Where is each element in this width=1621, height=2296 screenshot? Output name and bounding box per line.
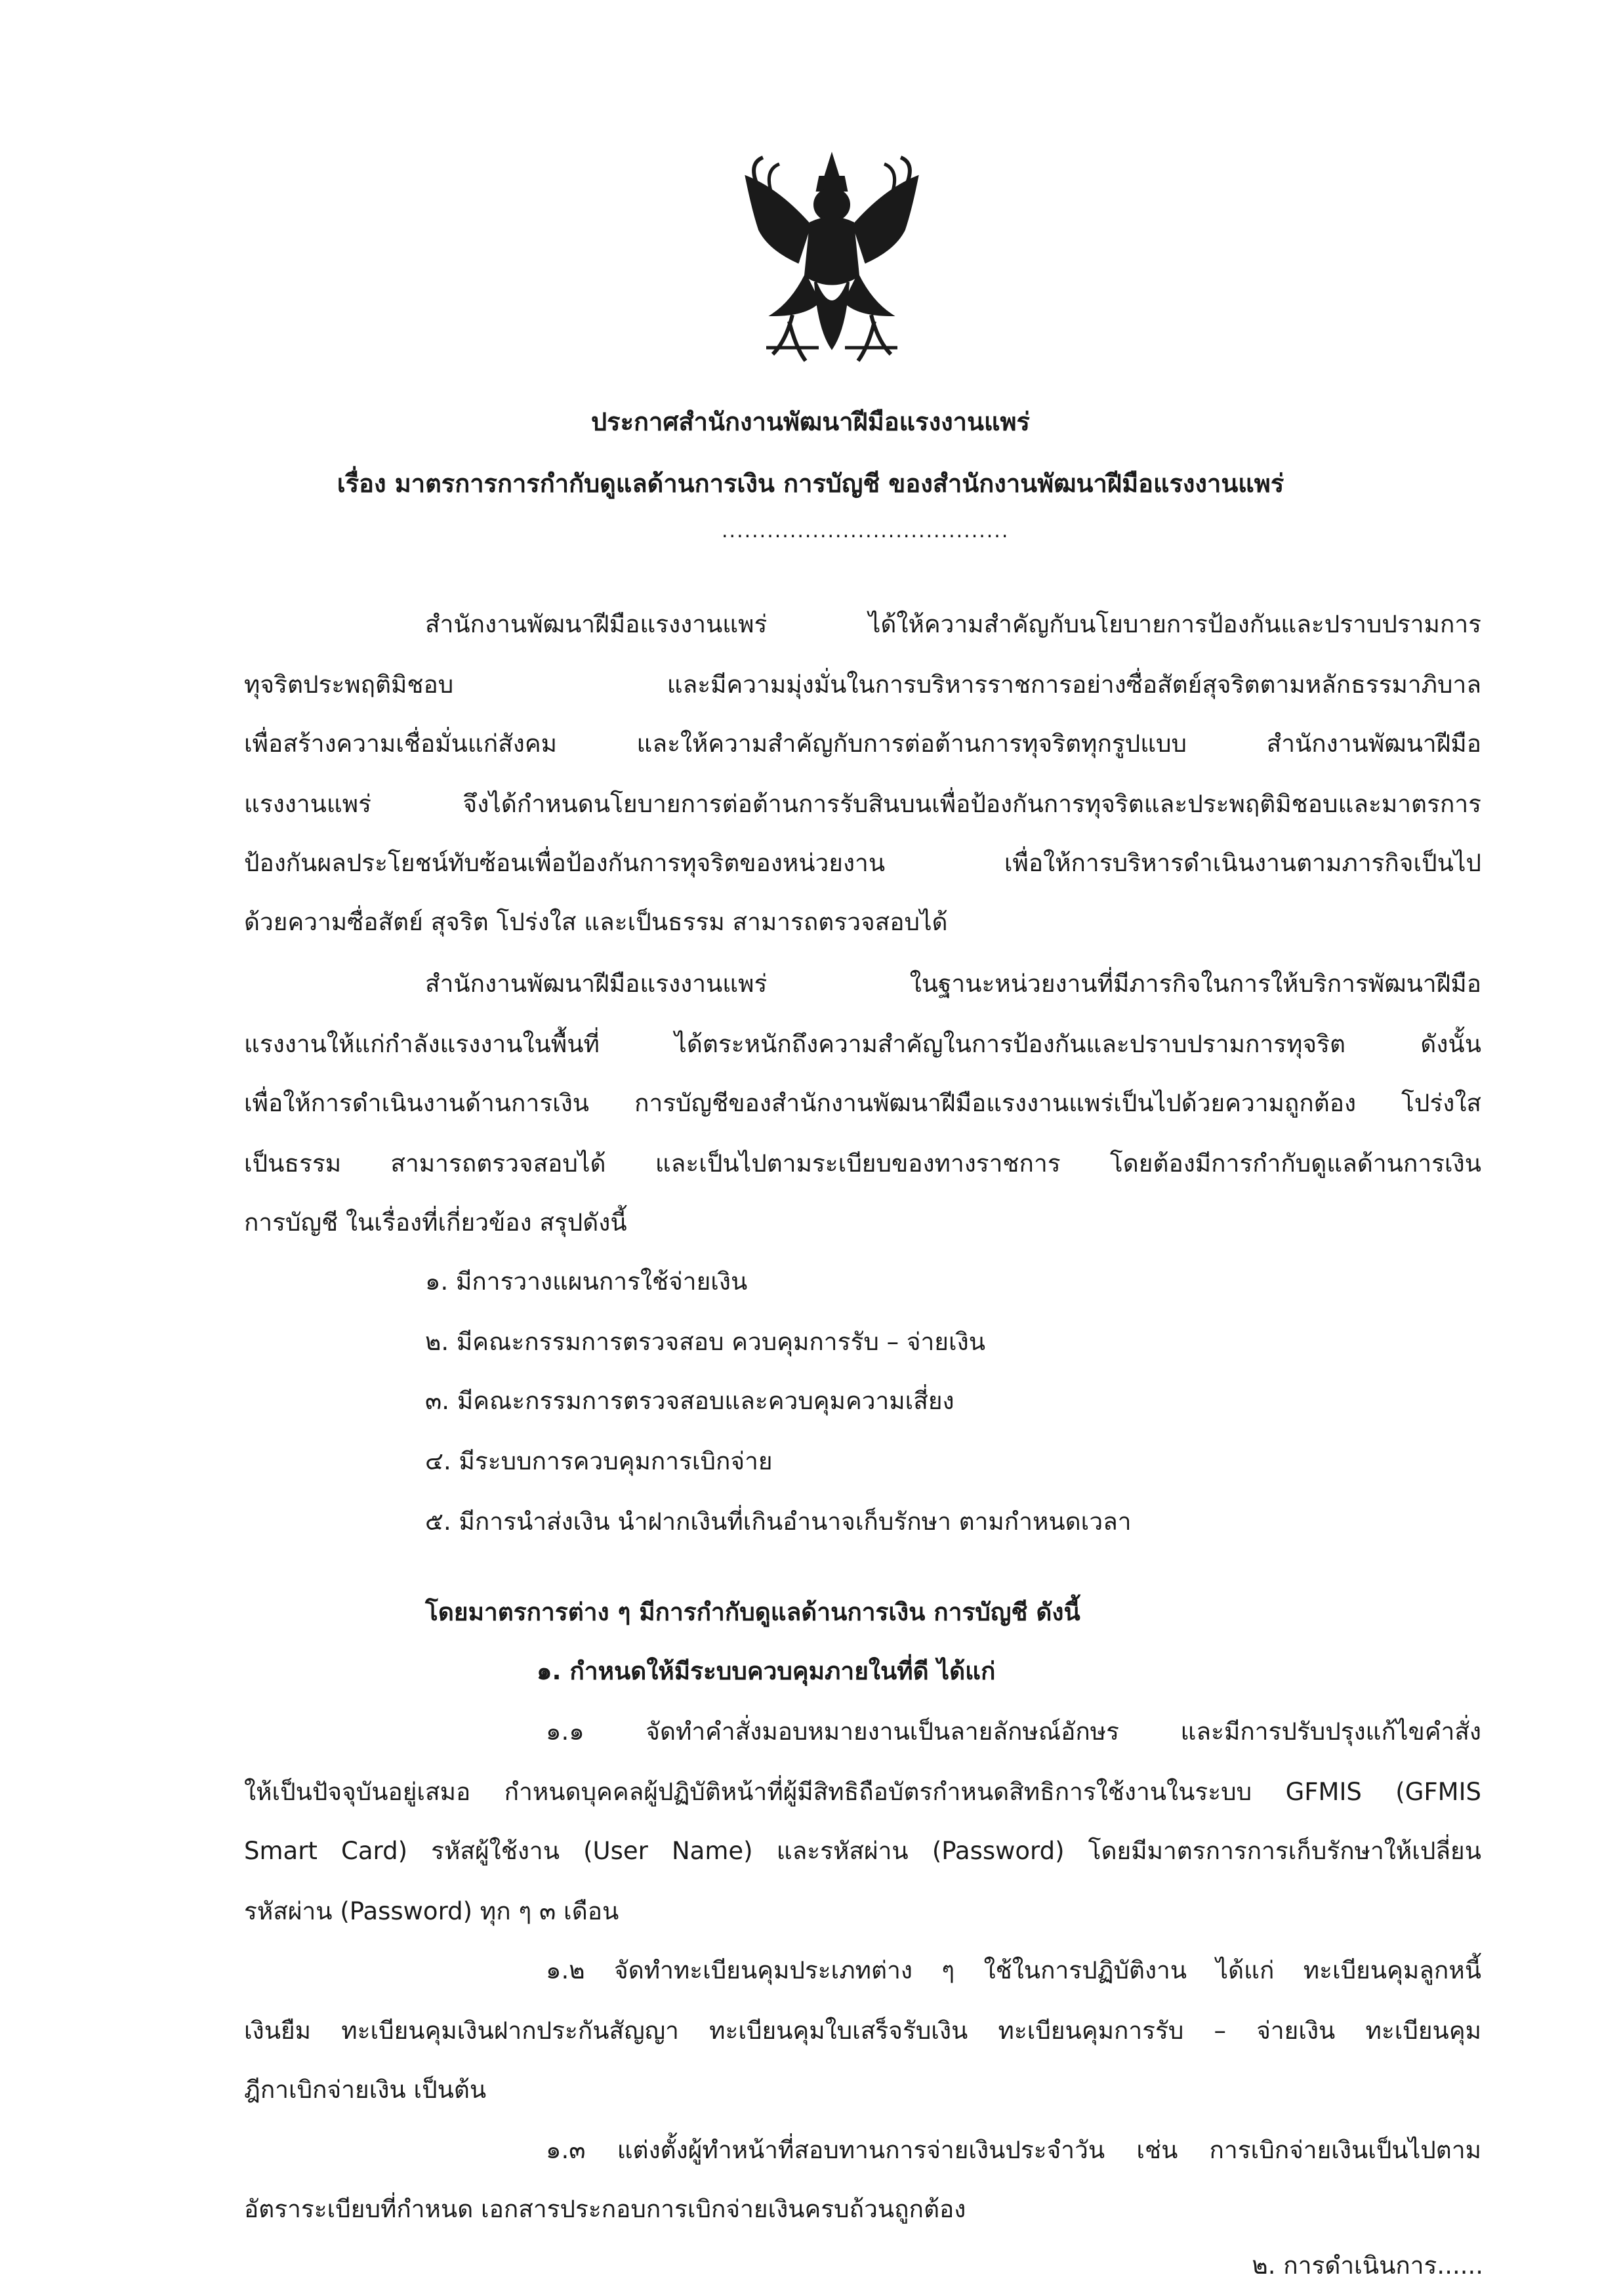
item-1-1-line-2: ให้เป็นปัจจุบันอยู่เสมอ กำหนดบุคคลผู้ปฏิบัติหน้าที่ผู้มีสิทธิถือบัตรกำหนดสิทธิการใช้งานในระบบ GFMIS (GFMIS	[244, 1778, 1481, 1806]
paragraph-1-line-4: แรงงานแพร่ จึงได้กำหนดนโยบายการต่อต้านการรับสินบนเพื่อป้องกันการทุจริตและประพฤติมิชอบและมาตรการ	[244, 790, 1481, 818]
garuda-emblem-icon	[733, 151, 930, 367]
list-item: ๑. มีการวางแผนการใช้จ่ายเงิน	[425, 1267, 748, 1296]
item-1-3-line-2: อัตราระเบียบที่กำหนด เอกสารประกอบการเบิกจ่ายเงินครบถ้วนถูกต้อง	[244, 2195, 966, 2223]
item-1-1-line-4: รหัสผ่าน (Password) ทุก ๆ ๓ เดือน	[244, 1897, 619, 1925]
announcement-subject: เรื่อง มาตรการการกำกับดูแลด้านการเงิน การบัญชี ของสำนักงานพัฒนาฝีมือแรงงานแพร่	[337, 469, 1284, 498]
measure-1-heading: ๑. กำหนดให้มีระบบควบคุมภายในที่ดี ได้แก่	[537, 1657, 996, 1685]
title-divider-dots: ......................................	[722, 520, 1010, 543]
list-item: ๒. มีคณะกรรมการตรวจสอบ ควบคุมการรับ – จ่ายเงิน	[425, 1328, 985, 1356]
announcement-title: ประกาศสำนักงานพัฒนาฝีมือแรงงานแพร่	[591, 407, 1030, 436]
list-item: ๕. มีการนำส่งเงิน นำฝากเงินที่เกินอำนาจเก็บรักษา ตามกำหนดเวลา	[425, 1507, 1132, 1536]
paragraph-1-line-6: ด้วยความซื่อสัตย์ สุจริต โปร่งใส และเป็นธรรม สามารถตรวจสอบได้	[244, 908, 948, 936]
item-1-1-line-3: Smart Card) รหัสผู้ใช้งาน (User Name) และรหัสผ่าน (Password) โดยมีมาตรการการเก็บรักษาให้เปลี่ยน	[244, 1837, 1481, 1865]
paragraph-2-line-2: แรงงานให้แก่กำลังแรงงานในพื้นที่ ได้ตระหนักถึงความสำคัญในการป้องกันและปราบปรามการทุจริต ดังนั้น	[244, 1030, 1481, 1058]
item-1-3-line-1: ๑.๓ แต่งตั้งผู้ทำหน้าที่สอบทานการจ่ายเงินประจำวัน เช่น การเบิกจ่ายเงินเป็นไปตาม	[546, 2136, 1481, 2164]
item-1-2-line-1: ๑.๒ จัดทำทะเบียนคุมประเภทต่าง ๆ ใช้ในการปฏิบัติงาน ได้แก่ ทะเบียนคุมลูกหนี้	[546, 1956, 1481, 1984]
page-continuation: ๒. การดำเนินการ......	[1252, 2251, 1483, 2280]
paragraph-1-line-3: เพื่อสร้างความเชื่อมั่นแก่สังคม และให้ความสำคัญกับการต่อต้านการทุจริตทุกรูปแบบ สำนักงานพัฒนาฝีมือ	[244, 729, 1481, 758]
paragraph-1-line-1: สำนักงานพัฒนาฝีมือแรงงานแพร่ ได้ให้ความสำคัญกับนโยบายการป้องกันและปราบปรามการ	[425, 610, 1481, 638]
paragraph-1-line-2: ทุจริตประพฤติมิชอบ และมีความมุ่งมั่นในการบริหารราชการอย่างซื่อสัตย์สุจริตตามหลักธรรมาภิบาล	[244, 670, 1481, 699]
paragraph-2-line-5: การบัญชี ในเรื่องที่เกี่ยวข้อง สรุปดังนี้	[244, 1208, 627, 1237]
paragraph-2-line-4: เป็นธรรม สามารถตรวจสอบได้ และเป็นไปตามระเบียบของทางราชการ โดยต้องมีการกำกับดูแลด้านการเงิน	[244, 1149, 1481, 1178]
list-item: ๔. มีระบบการควบคุมการเบิกจ่าย	[425, 1447, 773, 1475]
item-1-2-line-3: ฎีกาเบิกจ่ายเงิน เป็นต้น	[244, 2076, 487, 2104]
paragraph-2-line-1: สำนักงานพัฒนาฝีมือแรงงานแพร่ ในฐานะหน่วยงานที่มีภารกิจในการให้บริการพัฒนาฝีมือ	[425, 970, 1481, 998]
measures-heading: โดยมาตรการต่าง ๆ มีการกำกับดูแลด้านการเงิน การบัญชี ดังนี้	[425, 1598, 1080, 1626]
list-item: ๓. มีคณะกรรมการตรวจสอบและควบคุมความเสี่ยง	[425, 1387, 954, 1415]
paragraph-1-line-5: ป้องกันผลประโยชน์ทับซ้อนเพื่อป้องกันการทุจริตของหน่วยงาน เพื่อให้การบริหารดำเนินงานตามภารกิจเป็นไป	[244, 849, 1481, 877]
item-1-1-line-1: ๑.๑ จัดทำคำสั่งมอบหมายงานเป็นลายลักษณ์อักษร และมีการปรับปรุงแก้ไขคำสั่ง	[546, 1717, 1481, 1746]
paragraph-2-line-3: เพื่อให้การดำเนินงานด้านการเงิน การบัญชีของสำนักงานพัฒนาฝีมือแรงงานแพร่เป็นไปด้วยความถูกต้อง โปร่งใส	[244, 1089, 1481, 1117]
item-1-2-line-2: เงินยืม ทะเบียนคุมเงินฝากประกันสัญญา ทะเบียนคุมใบเสร็จรับเงิน ทะเบียนคุมการรับ – จ่ายเงิน ทะเบียนคุม	[244, 2017, 1481, 2045]
